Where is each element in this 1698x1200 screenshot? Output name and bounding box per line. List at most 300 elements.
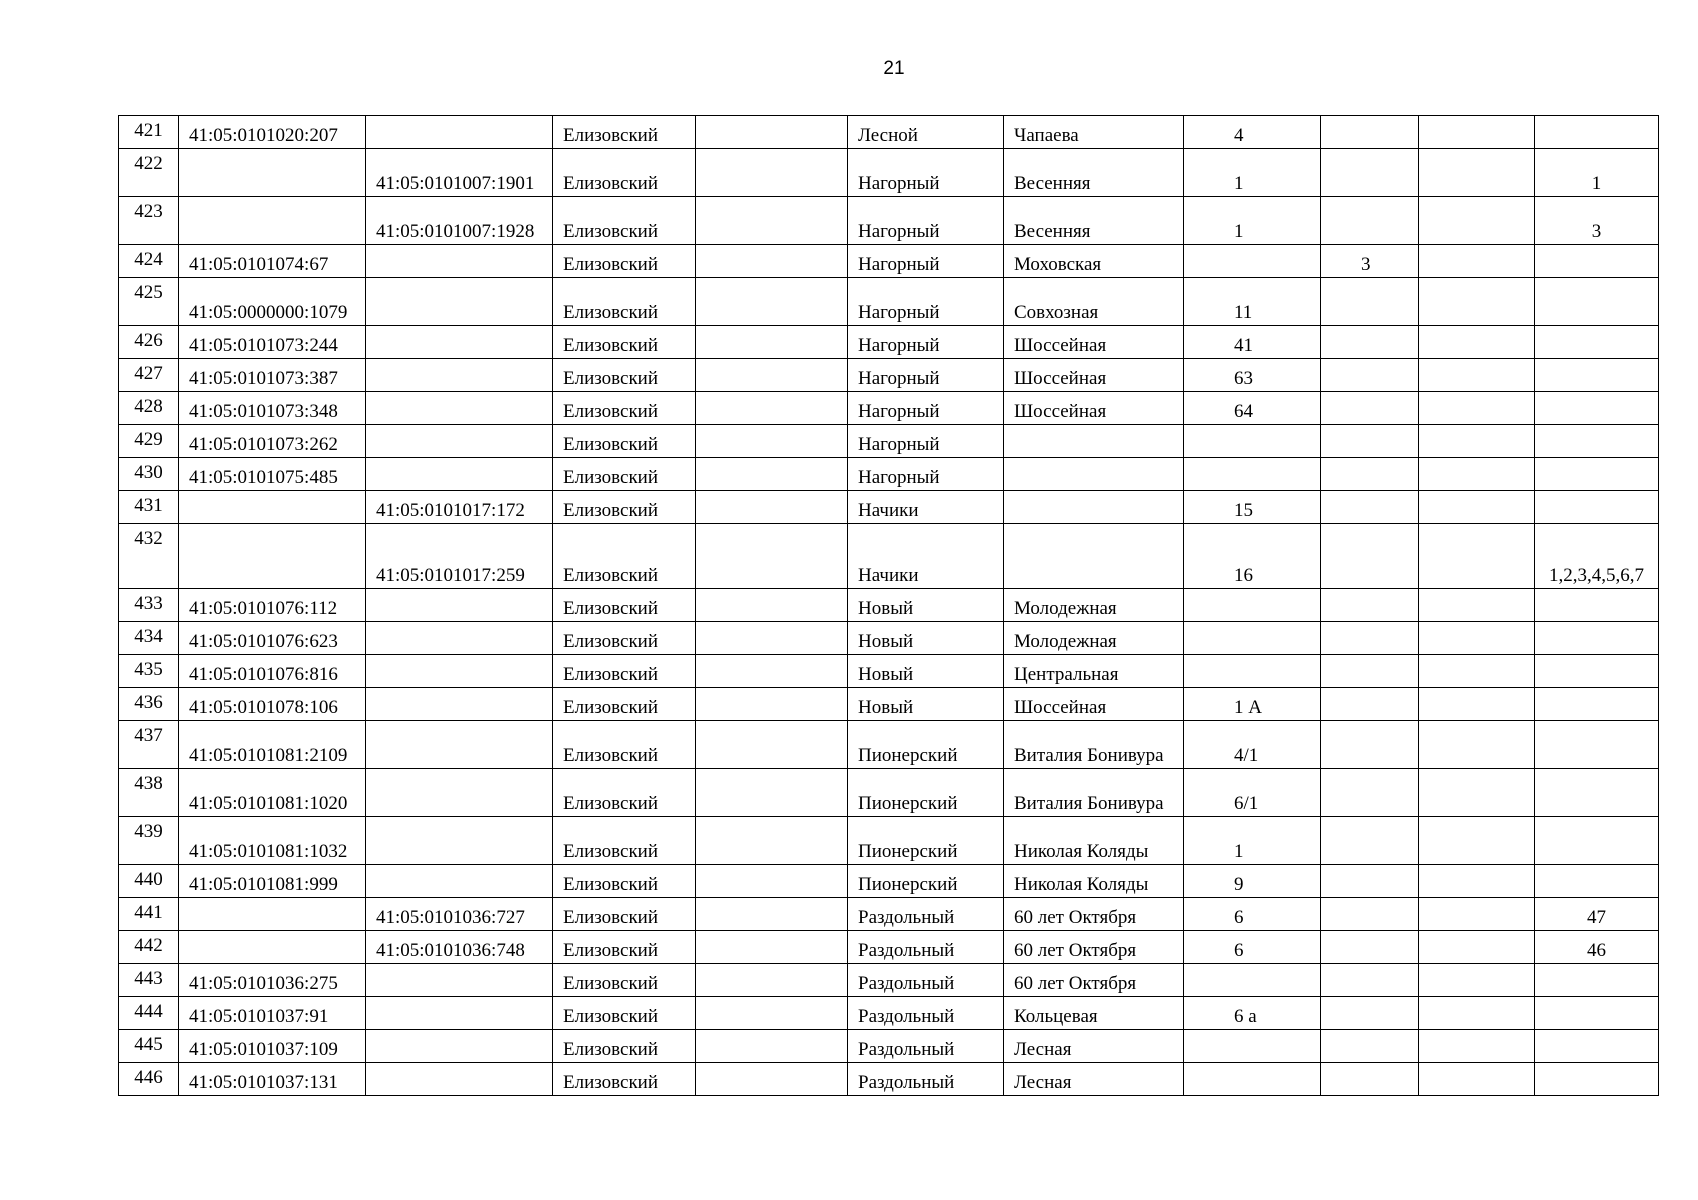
district-cell: Елизовский	[553, 997, 696, 1030]
cadastral-number-building	[366, 392, 553, 425]
settlement-cell: Новый	[848, 688, 1004, 721]
structure-cell	[1419, 245, 1535, 278]
house-cell	[1184, 458, 1321, 491]
structure-cell	[1419, 197, 1535, 245]
district-cell: Елизовский	[553, 278, 696, 326]
structure-cell	[1419, 149, 1535, 197]
district-cell: Елизовский	[553, 425, 696, 458]
district-cell: Елизовский	[553, 326, 696, 359]
apartment-cell	[1535, 721, 1659, 769]
apartment-cell: 47	[1535, 898, 1659, 931]
city-cell	[696, 865, 848, 898]
building-cell	[1321, 589, 1419, 622]
city-cell	[696, 655, 848, 688]
settlement-cell: Пионерский	[848, 769, 1004, 817]
city-cell	[696, 245, 848, 278]
apartment-cell	[1535, 359, 1659, 392]
building-cell	[1321, 622, 1419, 655]
table-row	[119, 359, 1659, 392]
row-number: 424	[119, 245, 179, 278]
settlement-cell: Начики	[848, 491, 1004, 524]
street-cell: Моховская	[1004, 245, 1184, 278]
city-cell	[696, 898, 848, 931]
cadastral-number-land: 41:05:0101073:244	[179, 326, 366, 359]
building-cell	[1321, 769, 1419, 817]
apartment-cell	[1535, 997, 1659, 1030]
table-row	[119, 392, 1659, 425]
table-row	[119, 326, 1659, 359]
house-cell: 6/1	[1184, 769, 1321, 817]
table-row	[119, 278, 1659, 326]
settlement-cell: Раздольный	[848, 1030, 1004, 1063]
cadastral-number-building: 41:05:0101036:727	[366, 898, 553, 931]
table-row	[119, 655, 1659, 688]
building-cell	[1321, 655, 1419, 688]
city-cell	[696, 1030, 848, 1063]
cadastral-number-building	[366, 589, 553, 622]
settlement-cell: Раздольный	[848, 931, 1004, 964]
building-cell	[1321, 865, 1419, 898]
structure-cell	[1419, 997, 1535, 1030]
cadastral-number-building	[366, 278, 553, 326]
row-number: 433	[119, 589, 179, 622]
table-row	[119, 425, 1659, 458]
settlement-cell: Раздольный	[848, 997, 1004, 1030]
cadastral-number-building: 41:05:0101036:748	[366, 931, 553, 964]
row-number: 426	[119, 326, 179, 359]
settlement-cell: Раздольный	[848, 964, 1004, 997]
table-row	[119, 817, 1659, 865]
district-cell: Елизовский	[553, 769, 696, 817]
cadastral-number-building	[366, 964, 553, 997]
cadastral-number-land: 41:05:0101076:112	[179, 589, 366, 622]
building-cell	[1321, 997, 1419, 1030]
cadastral-number-land	[179, 898, 366, 931]
settlement-cell: Пионерский	[848, 865, 1004, 898]
district-cell: Елизовский	[553, 197, 696, 245]
row-number: 438	[119, 769, 179, 817]
house-cell	[1184, 1063, 1321, 1096]
table-row	[119, 898, 1659, 931]
house-cell: 11	[1184, 278, 1321, 326]
structure-cell	[1419, 622, 1535, 655]
city-cell	[696, 425, 848, 458]
house-cell	[1184, 964, 1321, 997]
building-cell	[1321, 116, 1419, 149]
cadastral-number-land: 41:05:0101073:387	[179, 359, 366, 392]
city-cell	[696, 149, 848, 197]
row-number: 440	[119, 865, 179, 898]
row-number: 425	[119, 278, 179, 326]
settlement-cell: Нагорный	[848, 392, 1004, 425]
structure-cell	[1419, 458, 1535, 491]
table-row	[119, 721, 1659, 769]
building-cell	[1321, 817, 1419, 865]
structure-cell	[1419, 964, 1535, 997]
city-cell	[696, 524, 848, 589]
structure-cell	[1419, 769, 1535, 817]
structure-cell	[1419, 688, 1535, 721]
cadastral-number-building	[366, 817, 553, 865]
city-cell	[696, 116, 848, 149]
apartment-cell	[1535, 116, 1659, 149]
apartment-cell	[1535, 688, 1659, 721]
cadastral-number-land: 41:05:0101037:91	[179, 997, 366, 1030]
structure-cell	[1419, 898, 1535, 931]
cadastral-number-land: 41:05:0101078:106	[179, 688, 366, 721]
cadastral-number-land: 41:05:0101076:816	[179, 655, 366, 688]
cadastral-number-building	[366, 245, 553, 278]
settlement-cell: Пионерский	[848, 817, 1004, 865]
structure-cell	[1419, 278, 1535, 326]
apartment-cell	[1535, 817, 1659, 865]
settlement-cell: Нагорный	[848, 425, 1004, 458]
house-cell: 15	[1184, 491, 1321, 524]
house-cell: 1	[1184, 149, 1321, 197]
district-cell: Елизовский	[553, 1063, 696, 1096]
cadastral-number-land: 41:05:0101020:207	[179, 116, 366, 149]
district-cell: Елизовский	[553, 1030, 696, 1063]
table-row	[119, 865, 1659, 898]
street-cell	[1004, 458, 1184, 491]
cadastral-number-land: 41:05:0101036:275	[179, 964, 366, 997]
settlement-cell: Нагорный	[848, 359, 1004, 392]
cadastral-number-building	[366, 769, 553, 817]
apartment-cell	[1535, 1063, 1659, 1096]
cadastral-number-building	[366, 326, 553, 359]
cadastral-number-building	[366, 655, 553, 688]
city-cell	[696, 622, 848, 655]
house-cell	[1184, 589, 1321, 622]
cadastral-number-building: 41:05:0101017:259	[366, 524, 553, 589]
district-cell: Елизовский	[553, 865, 696, 898]
street-cell: Шоссейная	[1004, 326, 1184, 359]
table-row	[119, 491, 1659, 524]
settlement-cell: Начики	[848, 524, 1004, 589]
table-row	[119, 622, 1659, 655]
city-cell	[696, 817, 848, 865]
row-number: 429	[119, 425, 179, 458]
apartment-cell	[1535, 964, 1659, 997]
house-cell: 16	[1184, 524, 1321, 589]
street-cell: Весенняя	[1004, 149, 1184, 197]
city-cell	[696, 688, 848, 721]
row-number: 446	[119, 1063, 179, 1096]
building-cell	[1321, 964, 1419, 997]
cadastral-number-building: 41:05:0101017:172	[366, 491, 553, 524]
table-row	[119, 997, 1659, 1030]
apartment-cell	[1535, 326, 1659, 359]
apartment-cell: 3	[1535, 197, 1659, 245]
district-cell: Елизовский	[553, 116, 696, 149]
row-number: 439	[119, 817, 179, 865]
city-cell	[696, 721, 848, 769]
district-cell: Елизовский	[553, 458, 696, 491]
house-cell: 63	[1184, 359, 1321, 392]
settlement-cell: Нагорный	[848, 326, 1004, 359]
apartment-cell: 1,2,3,4,5,6,7	[1535, 524, 1659, 589]
structure-cell	[1419, 865, 1535, 898]
cadastral-number-land	[179, 149, 366, 197]
cadastral-number-building	[366, 997, 553, 1030]
apartment-cell	[1535, 245, 1659, 278]
house-cell: 41	[1184, 326, 1321, 359]
cadastral-number-land: 41:05:0000000:1079	[179, 278, 366, 326]
row-number: 428	[119, 392, 179, 425]
structure-cell	[1419, 817, 1535, 865]
row-number: 443	[119, 964, 179, 997]
district-cell: Елизовский	[553, 688, 696, 721]
cadastral-number-building	[366, 721, 553, 769]
house-cell: 6 а	[1184, 997, 1321, 1030]
apartment-cell	[1535, 278, 1659, 326]
registry-body	[119, 116, 1659, 1096]
cadastral-number-land	[179, 524, 366, 589]
settlement-cell: Нагорный	[848, 197, 1004, 245]
cadastral-number-land: 41:05:0101081:999	[179, 865, 366, 898]
cadastral-number-land: 41:05:0101073:348	[179, 392, 366, 425]
structure-cell	[1419, 491, 1535, 524]
row-number: 431	[119, 491, 179, 524]
house-cell	[1184, 425, 1321, 458]
building-cell	[1321, 721, 1419, 769]
settlement-cell: Нагорный	[848, 245, 1004, 278]
house-cell: 64	[1184, 392, 1321, 425]
structure-cell	[1419, 425, 1535, 458]
settlement-cell: Нагорный	[848, 458, 1004, 491]
cadastral-number-land	[179, 491, 366, 524]
apartment-cell: 46	[1535, 931, 1659, 964]
structure-cell	[1419, 116, 1535, 149]
city-cell	[696, 326, 848, 359]
city-cell	[696, 964, 848, 997]
table-row	[119, 1030, 1659, 1063]
row-number: 437	[119, 721, 179, 769]
apartment-cell	[1535, 425, 1659, 458]
building-cell	[1321, 688, 1419, 721]
row-number: 441	[119, 898, 179, 931]
street-cell: Николая Коляды	[1004, 865, 1184, 898]
cadastral-number-building: 41:05:0101007:1901	[366, 149, 553, 197]
table-row	[119, 589, 1659, 622]
district-cell: Елизовский	[553, 964, 696, 997]
building-cell	[1321, 898, 1419, 931]
apartment-cell	[1535, 491, 1659, 524]
building-cell	[1321, 197, 1419, 245]
street-cell: 60 лет Октября	[1004, 898, 1184, 931]
table-row	[119, 524, 1659, 589]
street-cell: Шоссейная	[1004, 392, 1184, 425]
street-cell: Николая Коляды	[1004, 817, 1184, 865]
building-cell	[1321, 278, 1419, 326]
city-cell	[696, 997, 848, 1030]
structure-cell	[1419, 721, 1535, 769]
apartment-cell	[1535, 655, 1659, 688]
district-cell: Елизовский	[553, 898, 696, 931]
house-cell	[1184, 245, 1321, 278]
city-cell	[696, 392, 848, 425]
building-cell	[1321, 491, 1419, 524]
row-number: 423	[119, 197, 179, 245]
street-cell: 60 лет Октября	[1004, 964, 1184, 997]
house-cell: 1 А	[1184, 688, 1321, 721]
district-cell: Елизовский	[553, 392, 696, 425]
apartment-cell	[1535, 769, 1659, 817]
street-cell: Лесная	[1004, 1030, 1184, 1063]
house-cell: 4/1	[1184, 721, 1321, 769]
district-cell: Елизовский	[553, 589, 696, 622]
settlement-cell: Лесной	[848, 116, 1004, 149]
house-cell: 4	[1184, 116, 1321, 149]
cadastral-number-building	[366, 688, 553, 721]
street-cell: Виталия Бонивура	[1004, 721, 1184, 769]
settlement-cell: Раздольный	[848, 898, 1004, 931]
street-cell: Центральная	[1004, 655, 1184, 688]
cadastral-number-land: 41:05:0101081:2109	[179, 721, 366, 769]
structure-cell	[1419, 931, 1535, 964]
structure-cell	[1419, 524, 1535, 589]
cadastral-number-building	[366, 1063, 553, 1096]
city-cell	[696, 589, 848, 622]
page-number: 21	[883, 58, 905, 79]
row-number: 432	[119, 524, 179, 589]
table-row	[119, 458, 1659, 491]
table-row	[119, 197, 1659, 245]
house-cell	[1184, 1030, 1321, 1063]
city-cell	[696, 197, 848, 245]
city-cell	[696, 458, 848, 491]
city-cell	[696, 359, 848, 392]
apartment-cell	[1535, 589, 1659, 622]
district-cell: Елизовский	[553, 245, 696, 278]
cadastral-number-land: 41:05:0101074:67	[179, 245, 366, 278]
table-row	[119, 769, 1659, 817]
district-cell: Елизовский	[553, 491, 696, 524]
street-cell: Весенняя	[1004, 197, 1184, 245]
building-cell	[1321, 425, 1419, 458]
house-cell: 1	[1184, 817, 1321, 865]
street-cell	[1004, 524, 1184, 589]
street-cell	[1004, 425, 1184, 458]
settlement-cell: Пионерский	[848, 721, 1004, 769]
row-number: 430	[119, 458, 179, 491]
settlement-cell: Новый	[848, 589, 1004, 622]
district-cell: Елизовский	[553, 359, 696, 392]
street-cell: Чапаева	[1004, 116, 1184, 149]
row-number: 444	[119, 997, 179, 1030]
settlement-cell: Нагорный	[848, 278, 1004, 326]
structure-cell	[1419, 1063, 1535, 1096]
settlement-cell: Новый	[848, 622, 1004, 655]
table-row	[119, 1063, 1659, 1096]
cadastral-number-land: 41:05:0101081:1032	[179, 817, 366, 865]
cadastral-number-building	[366, 425, 553, 458]
row-number: 427	[119, 359, 179, 392]
house-cell: 6	[1184, 931, 1321, 964]
cadastral-number-land: 41:05:0101037:131	[179, 1063, 366, 1096]
street-cell: Молодежная	[1004, 589, 1184, 622]
street-cell: Шоссейная	[1004, 359, 1184, 392]
building-cell	[1321, 1030, 1419, 1063]
city-cell	[696, 1063, 848, 1096]
cadastral-number-land: 41:05:0101076:623	[179, 622, 366, 655]
cadastral-number-building	[366, 116, 553, 149]
street-cell: Лесная	[1004, 1063, 1184, 1096]
cadastral-number-land: 41:05:0101075:485	[179, 458, 366, 491]
street-cell: Виталия Бонивура	[1004, 769, 1184, 817]
cadastral-number-building	[366, 359, 553, 392]
street-cell: Молодежная	[1004, 622, 1184, 655]
cadastral-number-land	[179, 197, 366, 245]
table-row	[119, 688, 1659, 721]
table-row	[119, 116, 1659, 149]
cadastral-number-building	[366, 1030, 553, 1063]
row-number: 442	[119, 931, 179, 964]
building-cell	[1321, 326, 1419, 359]
cadastral-number-land: 41:05:0101073:262	[179, 425, 366, 458]
district-cell: Елизовский	[553, 149, 696, 197]
cadastral-number-land	[179, 931, 366, 964]
house-cell: 1	[1184, 197, 1321, 245]
table-row	[119, 245, 1659, 278]
city-cell	[696, 931, 848, 964]
apartment-cell	[1535, 458, 1659, 491]
structure-cell	[1419, 655, 1535, 688]
cadastral-number-land: 41:05:0101081:1020	[179, 769, 366, 817]
cadastral-number-building	[366, 458, 553, 491]
row-number: 436	[119, 688, 179, 721]
table-row	[119, 149, 1659, 197]
structure-cell	[1419, 359, 1535, 392]
street-cell: Кольцевая	[1004, 997, 1184, 1030]
apartment-cell	[1535, 392, 1659, 425]
structure-cell	[1419, 326, 1535, 359]
cadastral-number-land: 41:05:0101037:109	[179, 1030, 366, 1063]
apartment-cell: 1	[1535, 149, 1659, 197]
settlement-cell: Нагорный	[848, 149, 1004, 197]
apartment-cell	[1535, 1030, 1659, 1063]
settlement-cell: Новый	[848, 655, 1004, 688]
building-cell	[1321, 1063, 1419, 1096]
table-row	[119, 931, 1659, 964]
address-registry-table	[118, 115, 1659, 1096]
city-cell	[696, 769, 848, 817]
district-cell: Елизовский	[553, 931, 696, 964]
district-cell: Елизовский	[553, 721, 696, 769]
building-cell	[1321, 524, 1419, 589]
street-cell: Совхозная	[1004, 278, 1184, 326]
building-cell	[1321, 931, 1419, 964]
row-number: 434	[119, 622, 179, 655]
cadastral-number-building: 41:05:0101007:1928	[366, 197, 553, 245]
building-cell	[1321, 392, 1419, 425]
district-cell: Елизовский	[553, 817, 696, 865]
street-cell	[1004, 491, 1184, 524]
building-cell	[1321, 359, 1419, 392]
row-number: 421	[119, 116, 179, 149]
settlement-cell: Раздольный	[848, 1063, 1004, 1096]
cadastral-number-building	[366, 622, 553, 655]
apartment-cell	[1535, 865, 1659, 898]
row-number: 445	[119, 1030, 179, 1063]
district-cell: Елизовский	[553, 622, 696, 655]
house-cell: 6	[1184, 898, 1321, 931]
city-cell	[696, 278, 848, 326]
house-cell	[1184, 655, 1321, 688]
row-number: 435	[119, 655, 179, 688]
structure-cell	[1419, 589, 1535, 622]
district-cell: Елизовский	[553, 524, 696, 589]
